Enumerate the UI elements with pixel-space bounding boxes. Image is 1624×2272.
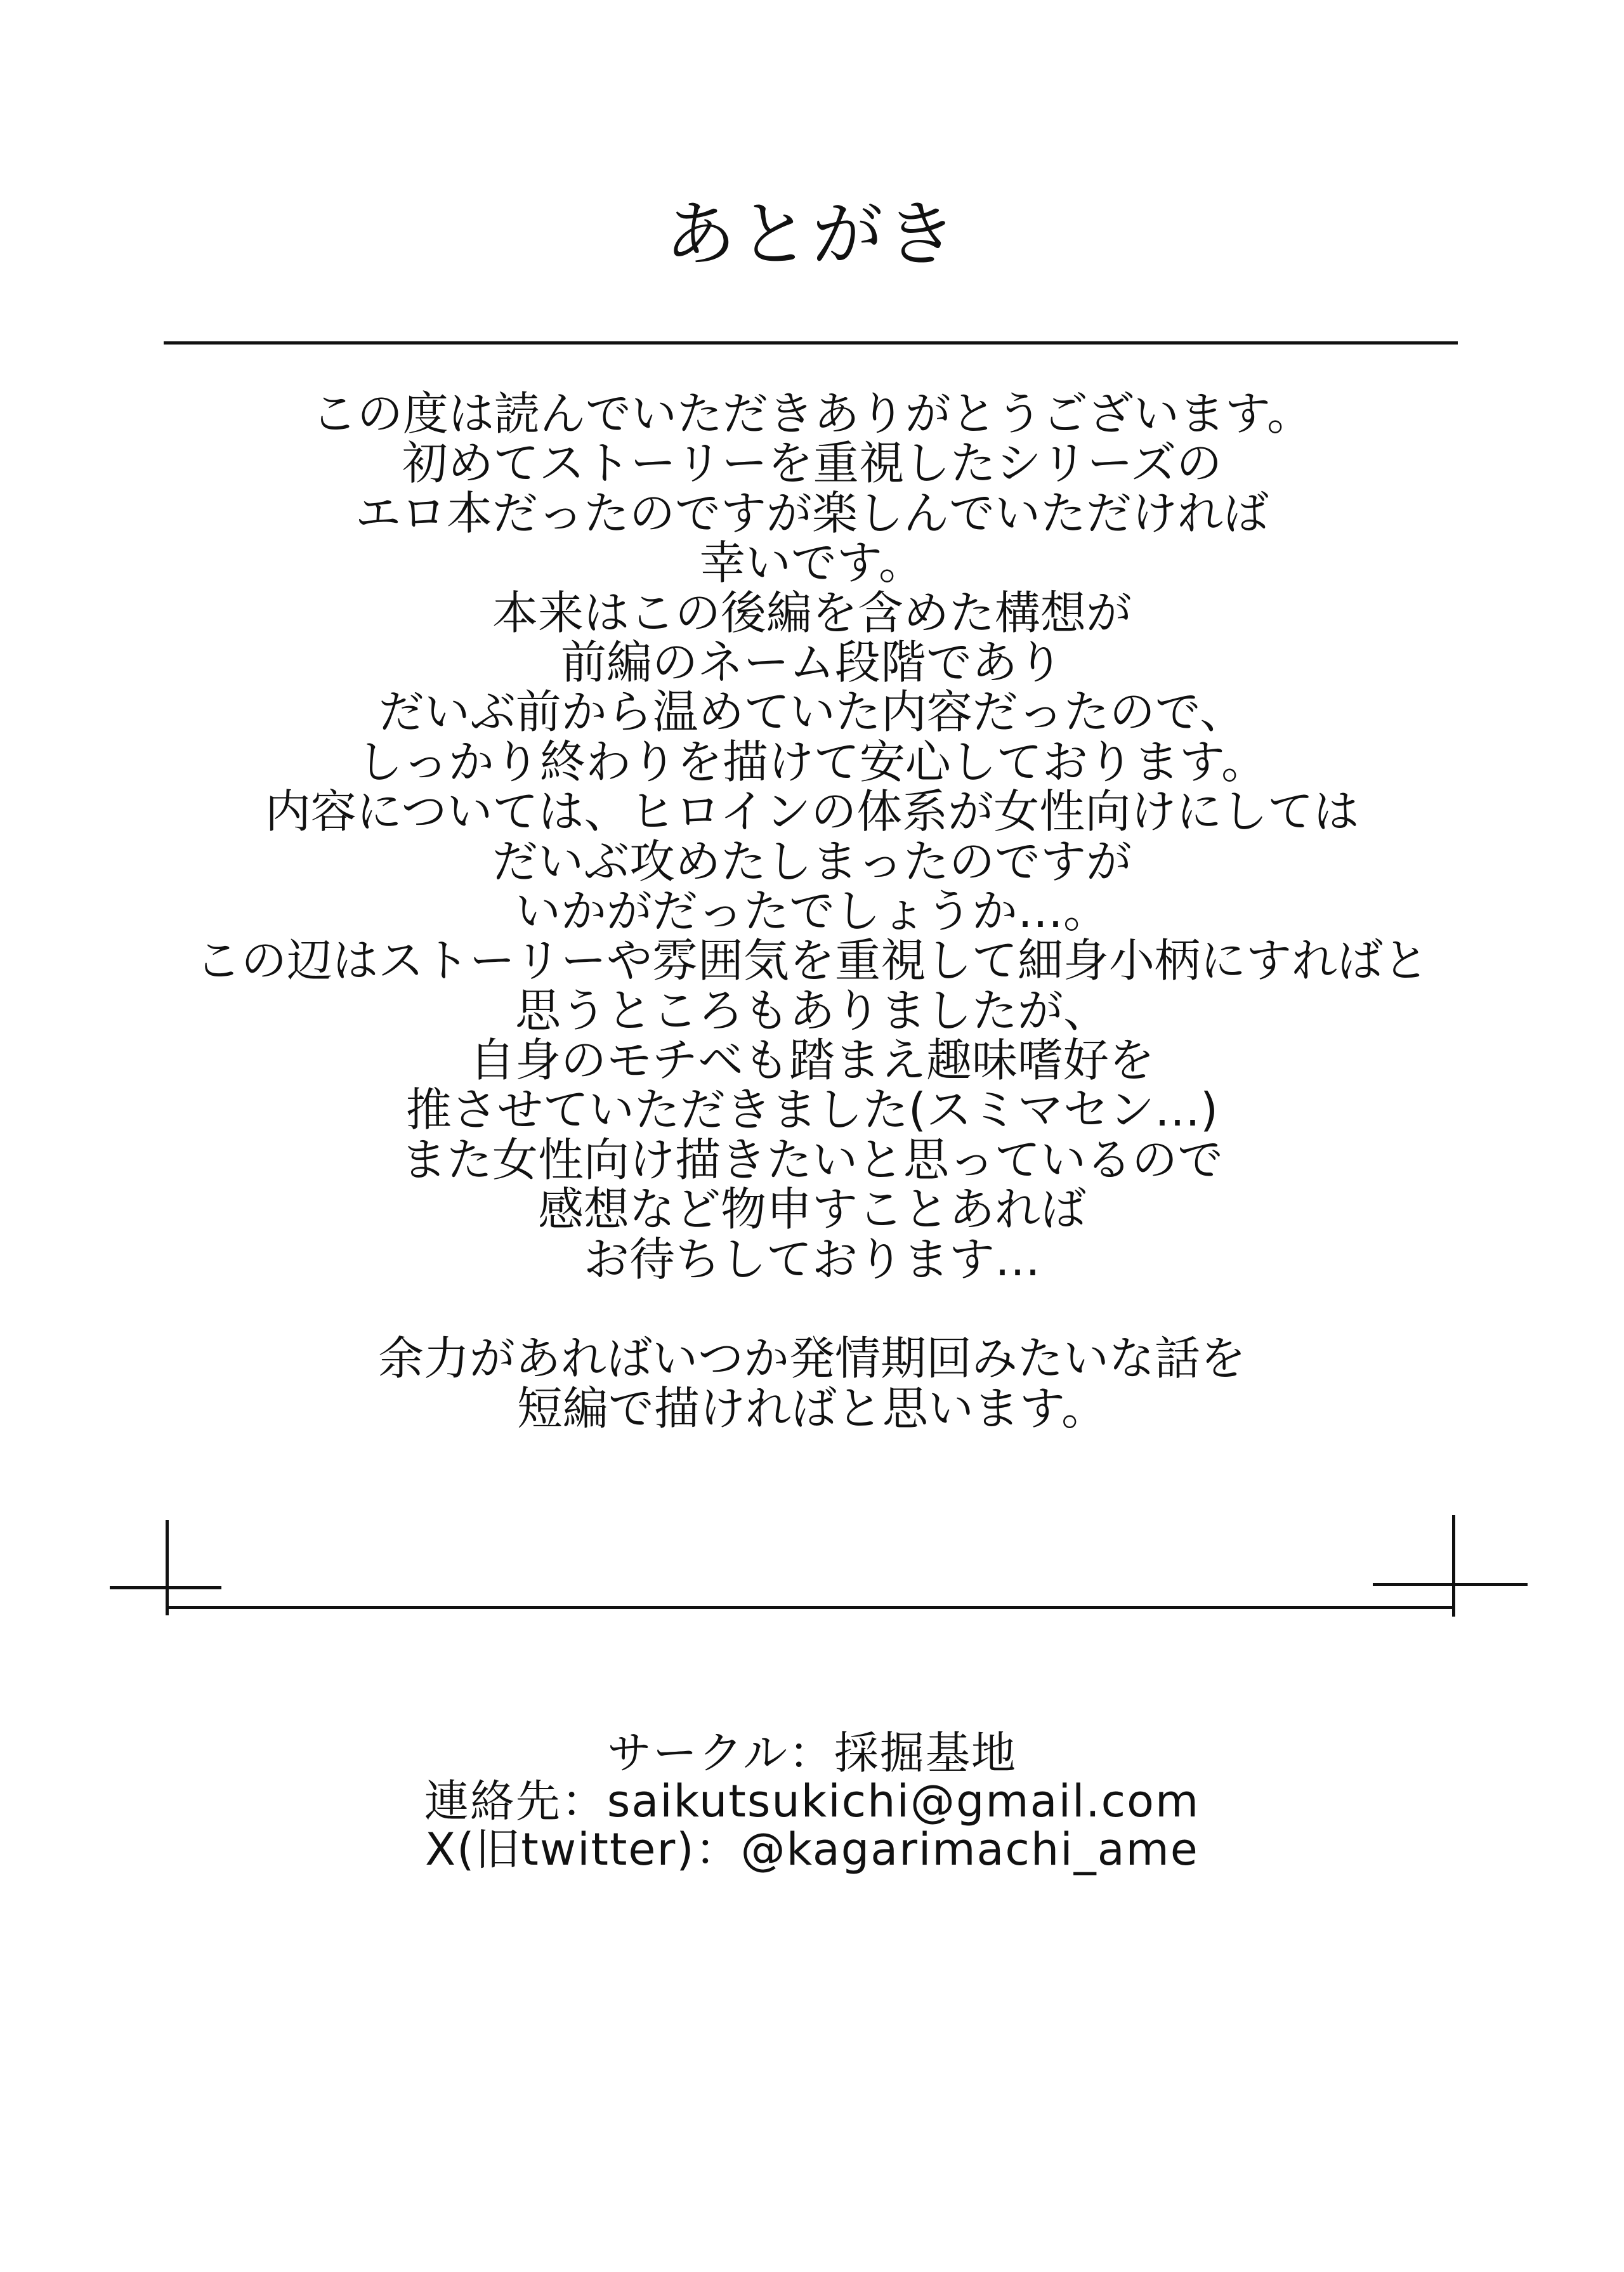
credits-block xyxy=(0,1729,1624,1874)
body-line-8: しっかり終わりを描けて安心しております。 xyxy=(357,735,1267,789)
twitter-handle: X(旧twitter)：@kagarimachi_ame xyxy=(425,1823,1199,1875)
body-line-12: この辺はストーリーや雰囲気を重視して細身小柄にすればと xyxy=(195,934,1429,988)
body-line-14: 自身のモチベも踏まえ趣味嗜好を xyxy=(469,1034,1155,1087)
body-line-13: 思うところもありましたが、 xyxy=(514,983,1109,1037)
body-line-21: 短編で描ければと思います。 xyxy=(516,1381,1108,1435)
body-line-1: この度は読んでいただきありがとうございます。 xyxy=(311,387,1313,440)
afterword-body xyxy=(0,389,1624,1433)
body-line-20: 余力があればいつか発情期回みたいな話を xyxy=(377,1332,1246,1386)
body-line-3: エロ本だったのですが楽しんでいただければ xyxy=(355,486,1269,540)
body-line-16: また女性向け描きたいと思っているので xyxy=(400,1133,1223,1186)
body-line-6: 前編のネーム段階であり xyxy=(560,635,1063,689)
body-line-2: 初めてストーリーを重視したシリーズの xyxy=(402,437,1222,490)
bottom-divider xyxy=(166,1606,1454,1609)
body-line-5: 本来はこの後編を含めた構想が xyxy=(492,586,1132,640)
body-line-4: 幸いです。 xyxy=(699,536,925,590)
crop-mark-bottom-right-vertical xyxy=(1452,1515,1455,1617)
crop-mark-bottom-left-vertical xyxy=(166,1520,169,1615)
crop-mark-bottom-right-horizontal xyxy=(1373,1583,1528,1586)
body-blank-line xyxy=(0,1284,1624,1334)
body-line-7: だいぶ前から温めていた内容だったので、 xyxy=(378,685,1246,739)
circle-name: サークル：採掘基地 xyxy=(607,1727,1017,1779)
page-title: あとがき xyxy=(665,194,959,276)
body-line-17: 感想など物申すことあれば xyxy=(537,1183,1086,1237)
body-line-15: 推させていただきました(スミマセン…) xyxy=(405,1083,1219,1137)
body-line-11: いかがだったでしょうか…。 xyxy=(514,884,1109,938)
body-line-10: だいぶ攻めたしまったのですが xyxy=(492,834,1132,888)
body-line-9: 内容については、ヒロインの体系が女性向けにしては xyxy=(265,785,1359,839)
top-divider xyxy=(164,341,1458,345)
body-line-18: お待ちしております… xyxy=(583,1232,1040,1286)
crop-mark-bottom-left-horizontal xyxy=(110,1586,221,1589)
contact-email: 連絡先：saikutsukichi@gmail.com xyxy=(424,1775,1200,1827)
